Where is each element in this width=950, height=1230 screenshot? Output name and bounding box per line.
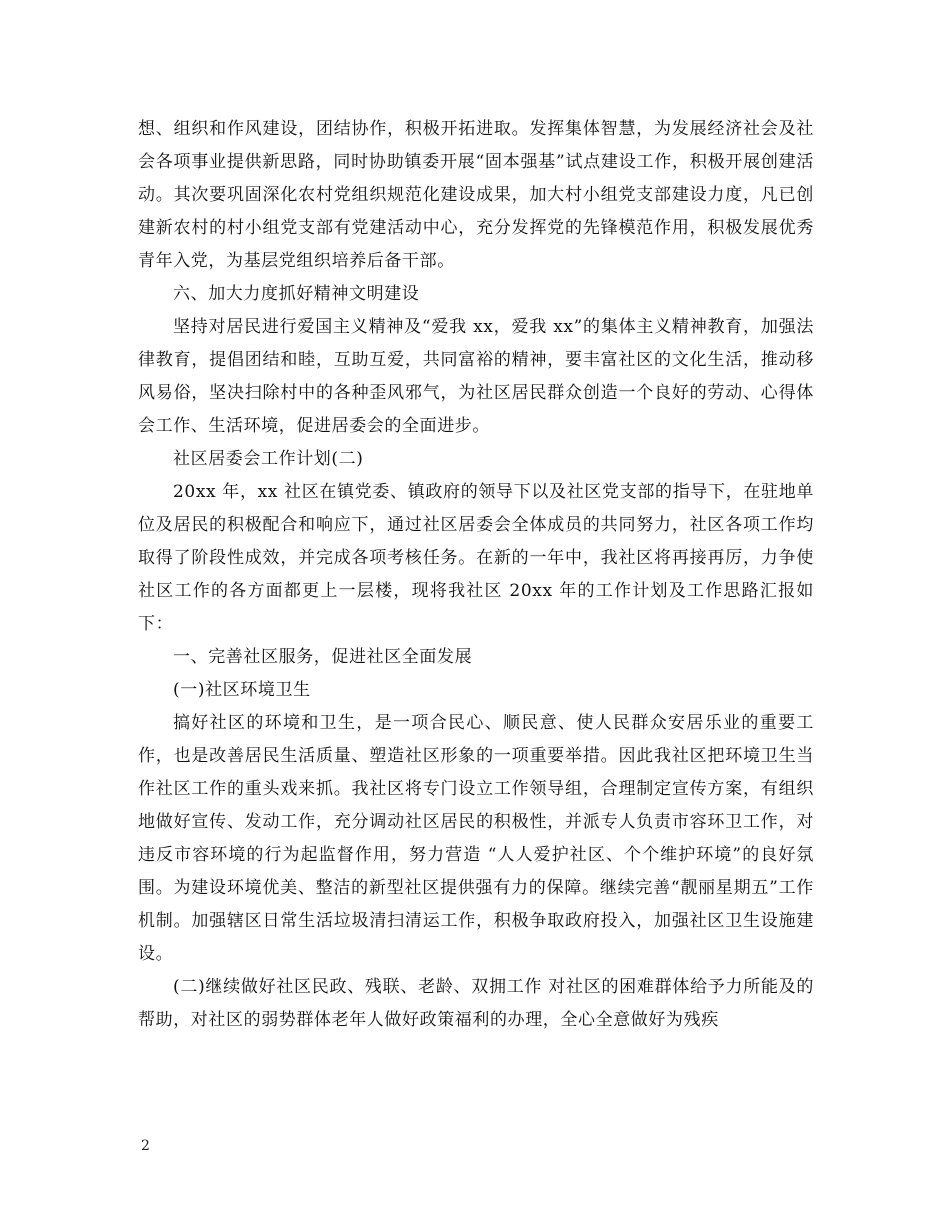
paragraph-1: 想、组织和作风建设，团结协作，积极开拓进取。发挥集体智慧，为发展经济社会及社会各项事业提供新思路，同时协助镇委开展“固本强基”试点建设工作，积极开展创建活动。其次要巩固深化农村党组织规范化建设成果，加大村小组党支部建设力度，凡已创建新农村的村小组党支部有党建活动中心，充分发挥党的先锋模范作用，积极发展优秀青年入党，为基层党组织培养后备干部。 <box>138 119 814 271</box>
paragraph-4: 搞好社区的环境和卫生，是一项合民心、顺民意、使人民群众安居乐业的重要工作，也是改善居民生活质量、塑造社区形象的一项重要举措。因此我社区把环境卫生当作社区工作的重头戏来抓。我社区将专门设立工作领导组，合理制定宣传方案，有组织地做好宣传、发动工作，充分调动社区居民的积极性，并派专人负责市容环卫工作，对违反市容环境的行为起监督作用，努力营造 “人人爱护社区、个个维护环境”的良好氛围。为建设环境优美、整洁的新型社区提供强有力的保障。继续完善“靓丽星期五”工作机制。加强辖区日常生活垃圾清扫清运工作，积极争取政府投入，加强社区卫生设施建设。 <box>138 713 814 964</box>
page-number: 2 <box>141 1138 150 1154</box>
subsection-heading-1: (一)社区环境卫生 <box>173 680 311 700</box>
paragraph-5: (二)继续做好社区民政、残联、老龄、双拥工作 对社区的困难群体给予力所能及的帮助，对社区的弱势群体老年人做好政策福利的办理，全心全意做好为残疾 <box>138 977 814 1030</box>
document-body <box>138 113 814 1037</box>
paragraph-3: 20xx 年，xx 社区在镇党委、镇政府的领导下以及社区党支部的指导下，在驻地单位及居民的积极配合和响应下，通过社区居委会全体成员的共同努力，社区各项工作均取得了阶段性成效，并完成各项考核任务。在新的一年中，我社区将再接再厉，力争使社区工作的各方面都更上一层楼，现将我社区 20xx 年的工作计划及工作思路汇报如下： <box>138 482 814 634</box>
document-subtitle: 社区居委会工作计划(二) <box>173 449 364 469</box>
paragraph-2: 坚持对居民进行爱国主义精神及“爱我 xx，爱我 xx”的集体主义精神教育，加强法律教育，提倡团结和睦，互助互爱，共同富裕的精神，要丰富社区的文化生活，推动移风易俗，坚决扫除村中的各种歪风邪气，为社区居民群众创造一个良好的劳动、心得体会工作、生活环境，促进居委会的全面进步。 <box>138 317 814 436</box>
section-heading-1: 一、完善社区服务，促进社区全面发展 <box>173 647 473 667</box>
section-heading-6: 六、加大力度抓好精神文明建设 <box>173 284 420 304</box>
